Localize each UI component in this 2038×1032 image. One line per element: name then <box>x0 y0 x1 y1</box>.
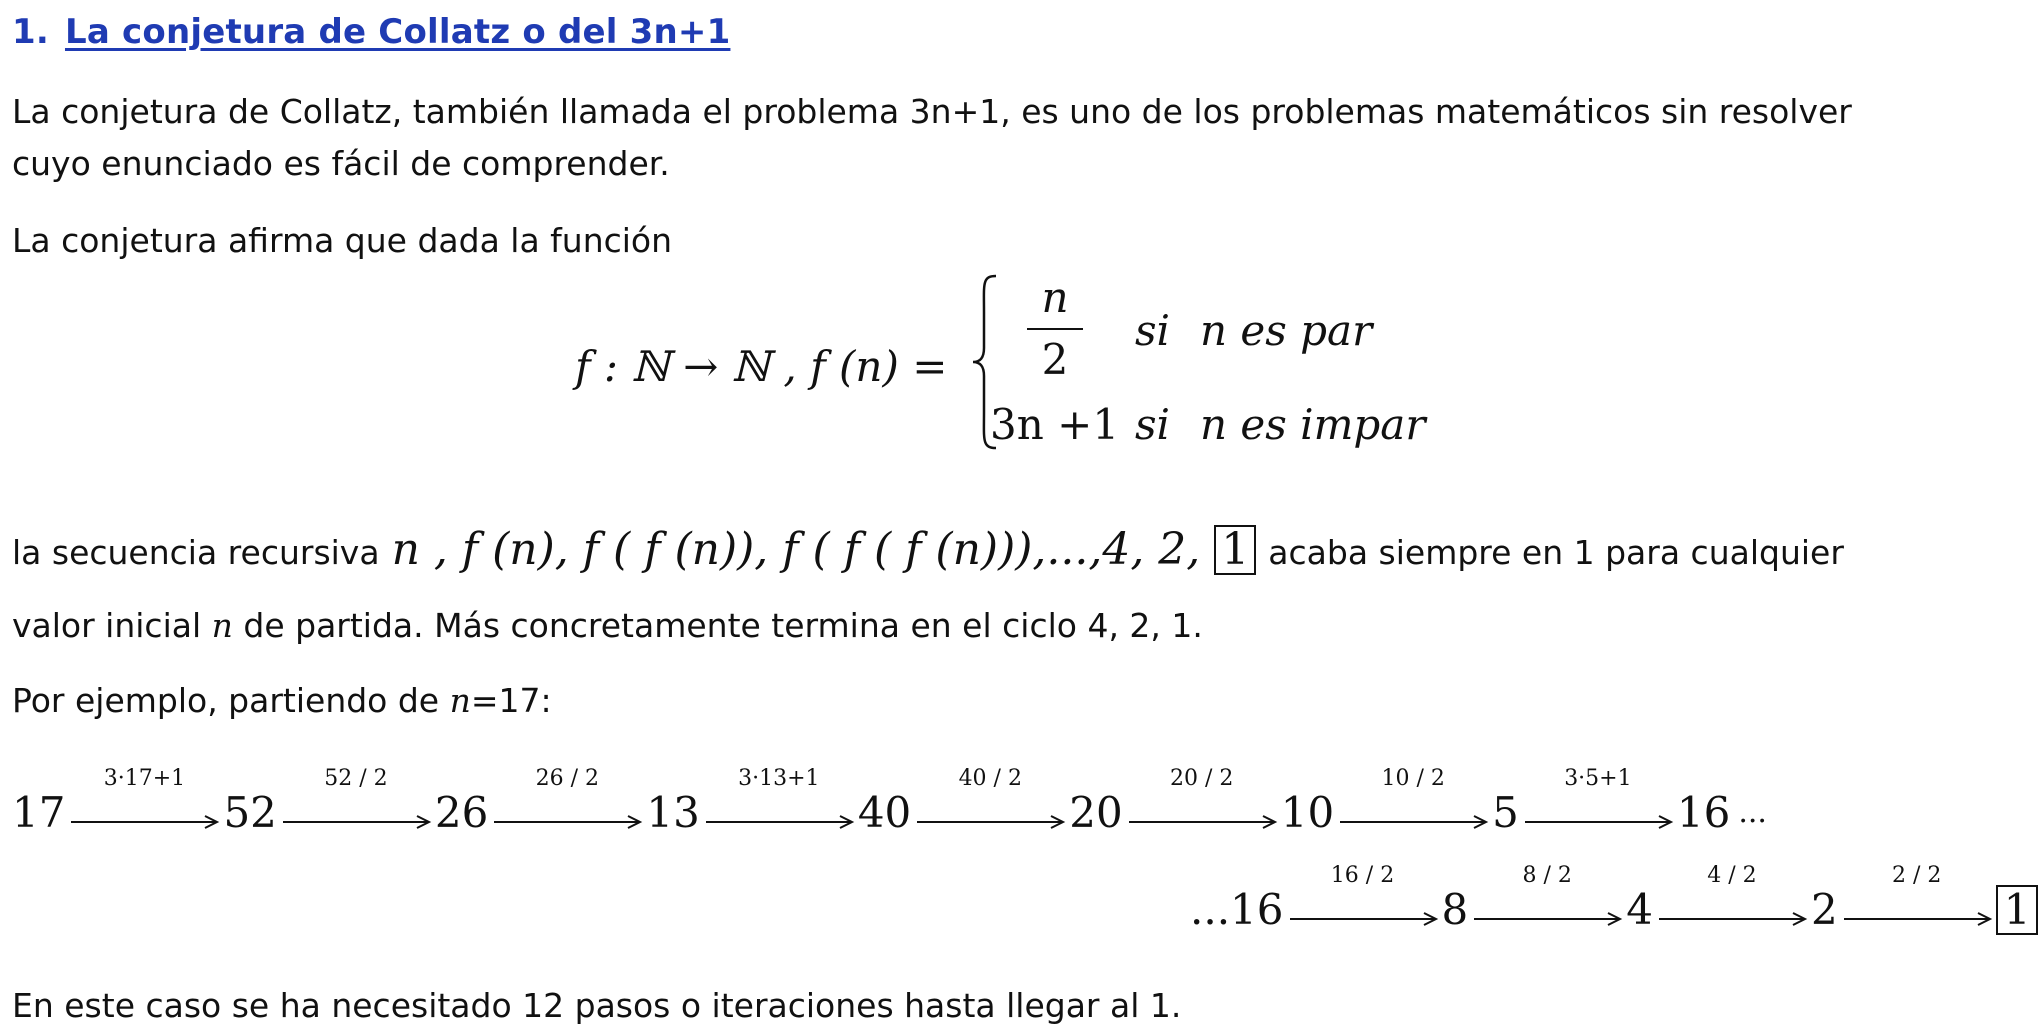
case2-cond-text: n es impar <box>1200 400 1426 449</box>
chain-arrow-icon <box>1127 766 1277 838</box>
chain-arrow-icon <box>1472 863 1622 935</box>
chain-number: ...16 <box>1190 885 1284 934</box>
sequence-suffix: acaba siempre en 1 para cualquier <box>1268 533 1844 572</box>
chain-number: 13 <box>646 788 700 837</box>
chain-step-label: 16 / 2 <box>1330 863 1395 888</box>
chain-step-label: 3·17+1 <box>103 766 186 791</box>
case2-expression: 3n +1 <box>990 400 1120 449</box>
chain-number: 1 <box>1996 885 2038 935</box>
chain-arrow-icon <box>1657 863 1807 935</box>
chain-step-label: 2 / 2 <box>1892 863 1942 888</box>
section-title: La conjetura de Collatz o del 3n+1 <box>64 12 731 52</box>
chain-step-label: 3·5+1 <box>1564 766 1632 791</box>
chain-number: 5 <box>1492 788 1519 837</box>
section-heading <box>12 12 730 52</box>
collatz-function-formula <box>575 272 1475 462</box>
example-line <box>12 675 552 727</box>
case2-condition <box>1135 400 1425 449</box>
chain-step-label: 40 / 2 <box>958 766 1022 791</box>
case1-cond-text: n es par <box>1200 306 1373 355</box>
chain-arrow-icon <box>281 766 431 838</box>
chain-step-label: 4 / 2 <box>1707 863 1757 888</box>
chain-number: 10 <box>1280 788 1335 837</box>
given-function-text: La conjetura afirma que dada la función <box>12 221 673 260</box>
intro-paragraph-line2: cuyo enunciado es fácil de comprender. <box>12 144 670 183</box>
collatz-chain-line2 <box>1190 863 2038 935</box>
collatz-chain-line1 <box>12 766 1767 838</box>
chain-step-label: 8 / 2 <box>1522 863 1572 888</box>
fraction-bar <box>1027 328 1083 330</box>
sequence-boxed-one: 1 <box>1214 525 1256 575</box>
chain-number: 16 <box>1676 788 1731 837</box>
chain-arrow-icon <box>704 766 854 838</box>
example-text-a: Por ejemplo, partiendo de <box>12 681 440 720</box>
intro-paragraph-line1: La conjetura de Collatz, también llamada el problema 3n+1, es uno de los problemas matemáticos sin resolver <box>12 92 1852 131</box>
case1-si: si <box>1135 306 1170 355</box>
case1-condition <box>1135 306 1372 355</box>
chain-step-label: 3·13+1 <box>738 766 820 791</box>
function-definition: f : ℕ → ℕ , f (n) = <box>575 342 948 391</box>
chain-number: 2 <box>1810 885 1838 934</box>
chain-step-label: 10 / 2 <box>1381 766 1445 791</box>
valor-text-c: 4, 2, 1. <box>1087 606 1203 645</box>
section-number: 1. <box>12 12 49 52</box>
chain-arrow-icon <box>1338 766 1488 838</box>
chain-step-label: 52 / 2 <box>324 766 388 791</box>
sequence-main: n , f (n), f ( f (n)), f ( f ( f (n))),...,4, 2, <box>391 524 1201 575</box>
chain-number: 20 <box>1069 788 1123 837</box>
chain-arrow-icon <box>1288 863 1438 935</box>
chain-number: 52 <box>223 788 277 837</box>
valor-line <box>12 600 1203 652</box>
valor-text-a: valor inicial <box>12 606 202 645</box>
chain-arrow-icon <box>492 766 642 838</box>
sequence-line <box>12 520 1844 583</box>
case1-numerator: n <box>1041 273 1069 322</box>
chain-number: 17 <box>12 788 66 837</box>
chain-number: 8 <box>1441 885 1469 934</box>
conclusion-text: En este caso se ha necesitado 12 pasos o iteraciones hasta llegar al 1. <box>12 986 1182 1025</box>
chain-arrow-icon <box>915 766 1065 838</box>
chain-arrow-icon <box>1523 766 1673 838</box>
valor-text-b: de partida. Más concretamente termina en el ciclo <box>243 606 1077 645</box>
example-n: n <box>449 681 471 720</box>
case1-denominator: 2 <box>1041 335 1069 384</box>
chain-step-label: 20 / 2 <box>1170 766 1234 791</box>
sequence-expression <box>392 524 1257 575</box>
chain-step-label: 26 / 2 <box>535 766 600 791</box>
chain-number: 4 <box>1626 885 1653 934</box>
case2-si: si <box>1135 400 1170 449</box>
case1-fraction <box>1015 272 1095 386</box>
chain-number: 40 <box>857 788 912 837</box>
chain-ellipsis: ... <box>1738 795 1767 830</box>
chain-number: 26 <box>434 788 489 837</box>
chain-arrow-icon <box>1842 863 1992 935</box>
sequence-prefix: la secuencia recursiva <box>12 533 380 572</box>
example-text-b: =17: <box>470 681 552 720</box>
chain-arrow-icon <box>69 766 219 838</box>
valor-n: n <box>211 606 233 645</box>
